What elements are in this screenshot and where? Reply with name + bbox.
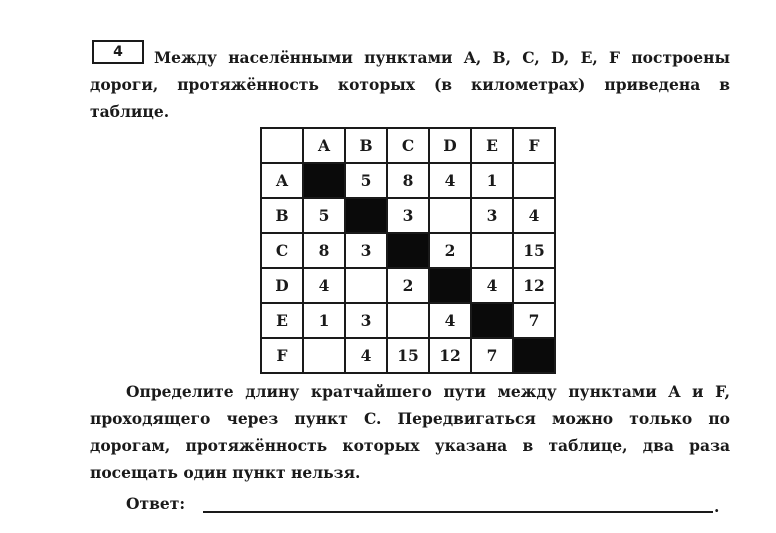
distance-cell: 15 xyxy=(387,338,429,373)
question-text: Определите длину кратчайшего пути между пунктами A и F, проходящего через пункт C. Передвигаться можно только по дорогам, протяжённость которых указана в таблице, два раза посещать один пункт нельзя. xyxy=(90,382,730,482)
distance-cell: 12 xyxy=(513,268,555,303)
column-header-b: B xyxy=(345,128,387,163)
distance-cell: 15 xyxy=(513,233,555,268)
distance-cell: 2 xyxy=(429,233,471,268)
diagonal-black-cell xyxy=(513,338,555,373)
column-header-e: E xyxy=(471,128,513,163)
distance-cell: 3 xyxy=(387,198,429,233)
column-header-d: D xyxy=(429,128,471,163)
table-row-c xyxy=(261,233,555,268)
distance-cell: 3 xyxy=(345,303,387,338)
column-header-f: F xyxy=(513,128,555,163)
distance-cell: 3 xyxy=(471,198,513,233)
distance-cell: 1 xyxy=(471,163,513,198)
distance-cell: 7 xyxy=(513,303,555,338)
table-row-f xyxy=(261,338,555,373)
distance-cell: 1 xyxy=(303,303,345,338)
diagonal-black-cell xyxy=(303,163,345,198)
distance-cell: 8 xyxy=(303,233,345,268)
distance-cell: 4 xyxy=(429,163,471,198)
distance-cell: 7 xyxy=(471,338,513,373)
distance-cell: 3 xyxy=(345,233,387,268)
task-number-box: 4 xyxy=(92,40,144,64)
answer-label: Ответ: xyxy=(126,494,186,513)
distance-cell: 4 xyxy=(429,303,471,338)
distance-cell xyxy=(513,163,555,198)
row-header-a: A xyxy=(261,163,303,198)
distance-table xyxy=(260,127,556,374)
distance-cell: 5 xyxy=(345,163,387,198)
row-header-b: B xyxy=(261,198,303,233)
distance-cell xyxy=(303,338,345,373)
table-corner-cell xyxy=(261,128,303,163)
answer-end-period: . xyxy=(714,497,720,516)
distance-cell xyxy=(387,303,429,338)
column-header-c: C xyxy=(387,128,429,163)
distance-cell: 4 xyxy=(303,268,345,303)
table-row-a xyxy=(261,163,555,198)
distance-cell xyxy=(471,233,513,268)
distance-cell: 12 xyxy=(429,338,471,373)
diagonal-black-cell xyxy=(345,198,387,233)
table-row-e xyxy=(261,303,555,338)
task-intro-text: Между населёнными пунктами A, B, C, D, E, F построены дороги, протяжённость которых (в километрах) приведена в таблице. xyxy=(90,48,730,121)
diagonal-black-cell xyxy=(387,233,429,268)
distance-cell xyxy=(345,268,387,303)
answer-line[interactable] xyxy=(203,511,713,513)
distance-cell: 2 xyxy=(387,268,429,303)
table-row-d xyxy=(261,268,555,303)
distance-cell: 8 xyxy=(387,163,429,198)
diagonal-black-cell xyxy=(471,303,513,338)
row-header-f: F xyxy=(261,338,303,373)
distance-cell: 4 xyxy=(345,338,387,373)
distance-cell: 4 xyxy=(471,268,513,303)
row-header-c: C xyxy=(261,233,303,268)
diagonal-black-cell xyxy=(429,268,471,303)
row-header-e: E xyxy=(261,303,303,338)
row-header-d: D xyxy=(261,268,303,303)
distance-cell xyxy=(429,198,471,233)
distance-cell: 4 xyxy=(513,198,555,233)
table-row-b xyxy=(261,198,555,233)
distance-cell: 5 xyxy=(303,198,345,233)
table-header-row xyxy=(261,128,555,163)
column-header-a: A xyxy=(303,128,345,163)
